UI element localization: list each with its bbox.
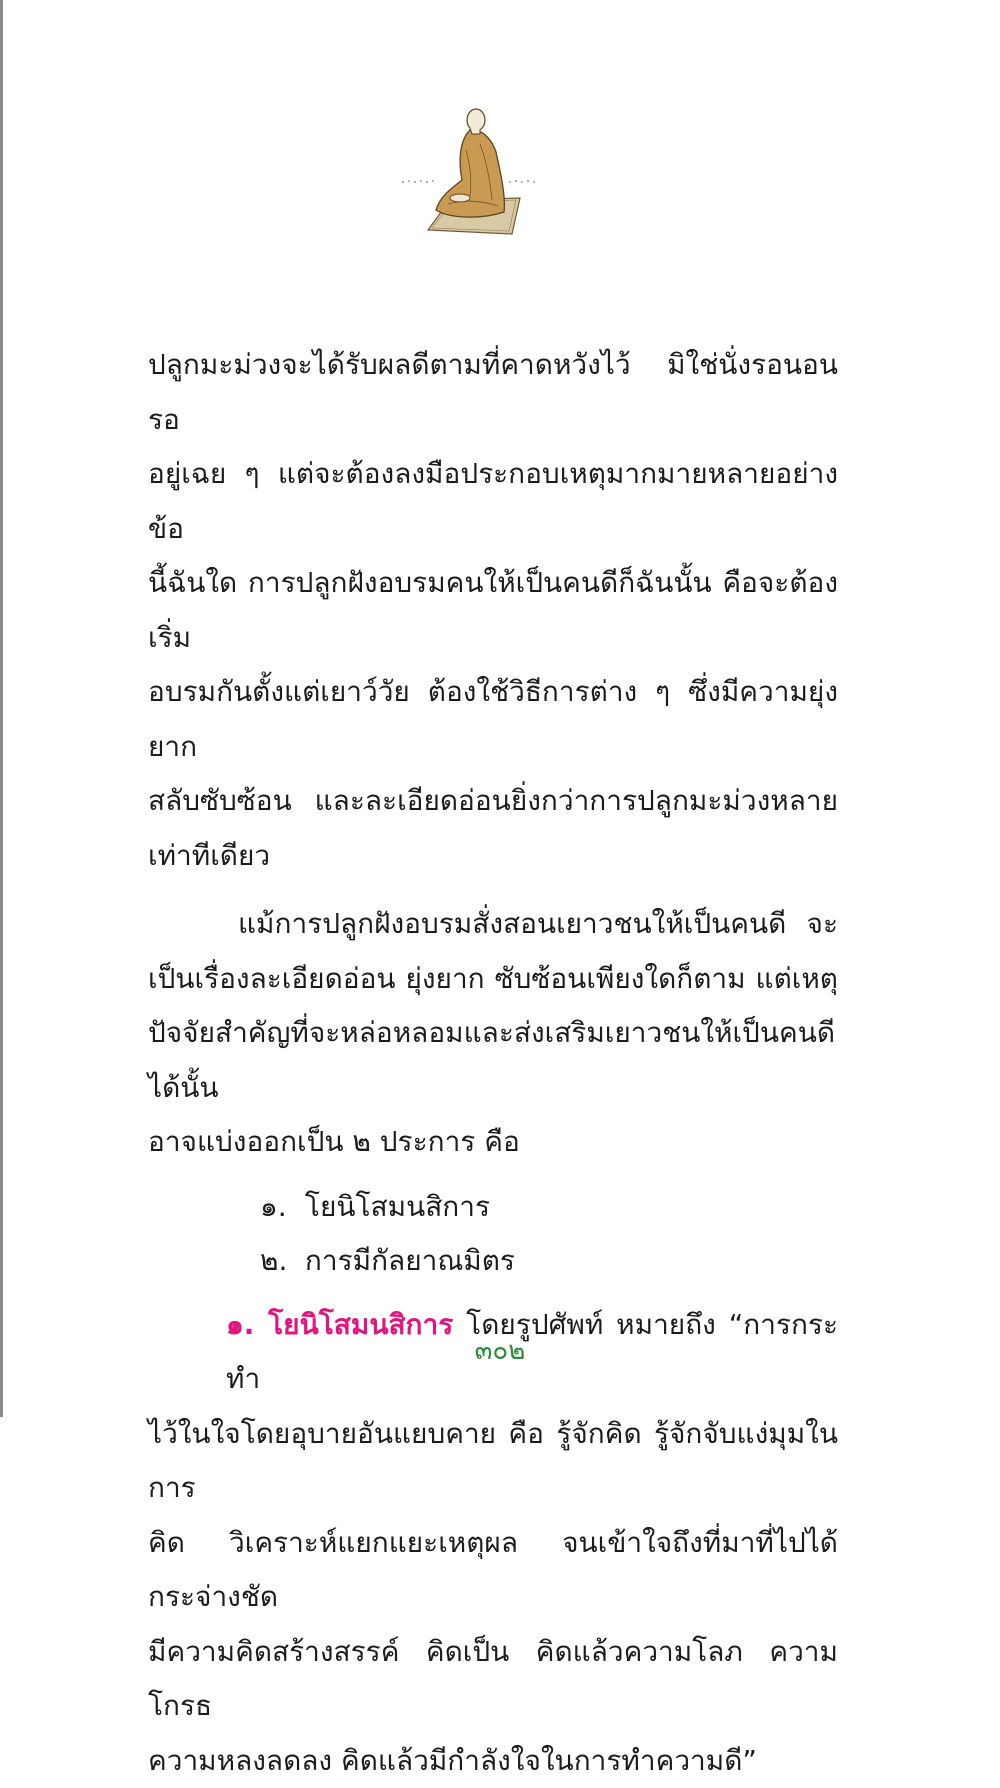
page-number: ๓๐๒ (0, 1330, 1000, 1371)
heading-continuation: โดยรูปศัพท์ หมายถึง “การกระทำ (226, 1308, 838, 1396)
paragraph-3 (148, 1298, 838, 1788)
paragraph-line: อยู่เฉย ๆ แต่จะต้องลงมือประกอบเหตุมากมายหลายอย่าง ข้อ (148, 447, 838, 556)
paragraph-line: แม้การปลูกฝังอบรมสั่งสอนเยาวชนให้เป็นคนดี จะ (148, 897, 838, 952)
list-number: ๒. (260, 1234, 296, 1288)
paragraph-line: มีความคิดสร้างสรรค์ คิดเป็น คิดแล้วความโลภ ความโกรธ (148, 1625, 838, 1734)
paragraph-line: สลับซับซ้อน และละเอียดอ่อนยิ่งกว่าการปลูกมะม่วงหลาย (148, 774, 838, 829)
section-heading: ๑. โยนิโสมนสิการ (226, 1308, 453, 1341)
list-item (148, 1180, 838, 1234)
paragraph-line: อาจแบ่งออกเป็น ๒ ประการ คือ (148, 1115, 838, 1170)
paragraph-line: เป็นเรื่องละเอียดอ่อน ยุ่งยาก ซับซ้อนเพียงใดก็ตาม แต่เหตุ (148, 952, 838, 1007)
paragraph-line: ปลูกมะม่วงจะได้รับผลดีตามที่คาดหวังไว้ มิใช่นั่งรอนอนรอ (148, 338, 838, 447)
paragraph-line: เท่าทีเดียว (148, 829, 838, 884)
paragraph-line: อบรมกันตั้งแต่เยาว์วัย ต้องใช้วิธีการต่าง ๆ ซึ่งมีความยุ่งยาก (148, 665, 838, 774)
paragraph-line: นี้ฉันใด การปลูกฝังอบรมคนให้เป็นคนดีก็ฉันนั้น คือจะต้องเริ่ม (148, 556, 838, 665)
list-text: โยนิโสมนสิการ (305, 1190, 490, 1223)
page-edge (0, 0, 3, 1417)
paragraph-line: ไว้ในใจโดยอุบายอันแยบคาย คือ รู้จักคิด รู้จักจับแง่มุมในการ (148, 1407, 838, 1516)
paragraph-2 (148, 897, 838, 1170)
paragraph-line: คิด วิเคราะห์แยกแยะเหตุผล จนเข้าใจถึงที่มาที่ไปได้กระจ่างชัด (148, 1516, 838, 1625)
list-item (148, 1234, 838, 1288)
article-body (148, 338, 838, 1788)
list-number: ๑. (260, 1180, 296, 1234)
paragraph-1 (148, 338, 838, 883)
paragraph-line: ความหลงลดลง คิดแล้วมีกำลังใจในการทำความดี” (148, 1734, 838, 1788)
paragraph-line: ปัจจัยสำคัญที่จะหล่อหลอมและส่งเสริมเยาวชนให้เป็นคนดีได้นั้น (148, 1006, 838, 1115)
numbered-list (148, 1180, 838, 1288)
list-text: การมีกัลยาณมิตร (305, 1244, 515, 1277)
seated-monk-meditation-icon (400, 100, 540, 245)
